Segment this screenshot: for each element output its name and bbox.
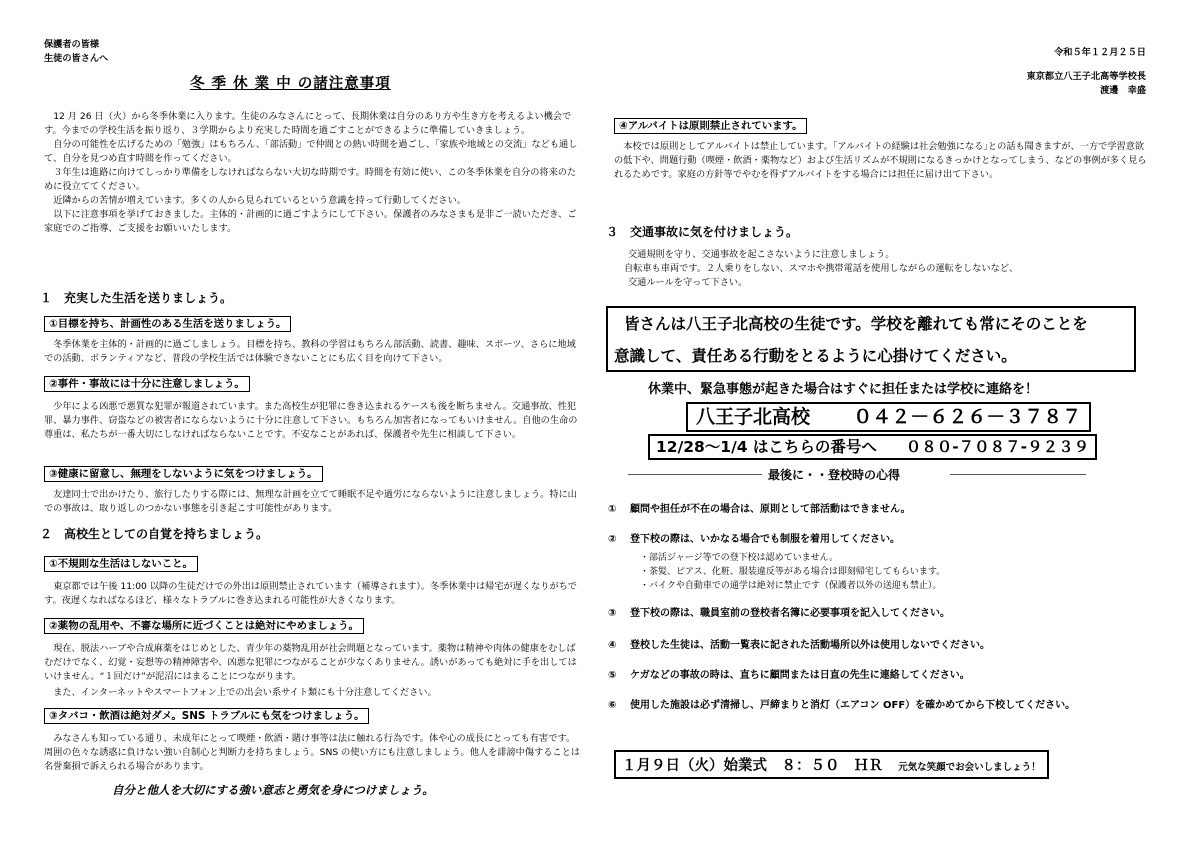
section1-item3-heading: ③健康に留意し、無理をしないように気をつけましょう。 bbox=[44, 466, 323, 482]
school-phone-number: ０４２－６２６－３７８７ bbox=[853, 406, 1082, 428]
section1-item3-body: 友達同士で出かけたり、旅行したりする際には、無理な計画を立てて睡眠不足や過労にならないように注意しましょう。特に山での事故は、取り返しのつかない事態を引き起こす可能性があります。 bbox=[44, 489, 577, 514]
section3-line: 自転車も車両です。２人乗りをしない、スマホや携帯電話を使用しながらの運転をしないなど、 bbox=[624, 263, 1019, 274]
rule-item: ② 登下校の際は、いかなる場合でも制服を着用してください。 bbox=[608, 534, 900, 545]
alt-phone-period: 12/28～1/4 はこちらの番号へ bbox=[656, 438, 877, 456]
part-job-heading: ④アルバイトは原則禁止されています。 bbox=[614, 118, 807, 134]
school-name: 八王子北高校 bbox=[696, 406, 811, 428]
part-job-body: 本校では原則としてアルバイトは禁止しています。｢アルバイトの経験は社会勉強になる｣との話も聞きますが、一方で学習意欲の低下や、問題行動（喫煙・飲酒・薬物など）および生活リズムが不規則になるきっかけとなってしまう、などの事例が多く見られるためです。家庭の方針等でやむを得ずアルバイトをする場合には担任に届け出て下さい。 bbox=[614, 141, 1147, 180]
rule-subitem: ・部活ジャージ等での登下校は認めていません。 bbox=[640, 553, 839, 563]
intro-paragraph: 以下に注意事項を挙げておきました。主体的・計画的に過ごすようにして下さい。保護者のみなさまも是非ご一読いただき、ご家庭でのご指導、ご支援をお願いいたします。 bbox=[44, 209, 577, 234]
school-banner bbox=[606, 306, 1136, 372]
addressee-guardians: 保護者の皆様 bbox=[44, 39, 100, 50]
banner-line: 意識して、責任ある行動をとるように心掛けてください。 bbox=[614, 347, 1017, 365]
page-title: 冬 季 休 業 中 の諸注意事項 bbox=[190, 76, 391, 92]
emergency-notice: 休業中、緊急事態が起きた場合はすぐに担任または学校に連絡を！ bbox=[648, 382, 1039, 397]
alt-phone-number: ０８０-７０８７-９２３９ bbox=[905, 438, 1090, 456]
section1-item2-heading: ②事件・事故には十分に注意しましょう。 bbox=[44, 376, 250, 392]
intro-paragraph: 12 月 26 日（火）から冬季休業に入ります。生徒のみなさんにとって、長期休業は自分のあり方や生き方を考えるよい機会です。今までの学校生活を振り返り、３学期からより充実した時間を過ごすことができるように準備していきましょう。 bbox=[44, 111, 572, 136]
closing-slogan: 自分と他人を大切にする強い意志と勇気を身につけましょう。 bbox=[112, 783, 434, 797]
section2-item2-heading: ②薬物の乱用や、不審な場所に近づくことは絶対にやめましょう。 bbox=[44, 618, 364, 634]
section2-item1-body: 東京都では午後 11:00 以降の生徒だけでの外出は原則禁止されています（補導されます）。冬季休業中は帰宅が遅くなりがちです。夜遅くなればなるほど、様々なトラブルに巻き込まれる可能性が大きくなります。 bbox=[44, 581, 577, 606]
rule-item: ⑤ ケガなどの事故の時は、直ちに顧問または日直の先生に連絡してください。 bbox=[608, 670, 970, 681]
rule-item: ④ 登校した生徒は、活動一覧表に記された活動場所以外は使用しないでください。 bbox=[608, 640, 990, 651]
banner-line: 皆さんは八王子北高校の生徒です。学校を離れても常にそのことを bbox=[624, 315, 1088, 333]
section3-body bbox=[624, 248, 1148, 290]
divider-left bbox=[628, 474, 762, 475]
section3-line: 交通ルールを守って下さい。 bbox=[628, 277, 748, 288]
rule-item: ③ 登下校の際は、職員室前の登校者名簿に必要事項を記入してください。 bbox=[608, 608, 950, 619]
alt-phone-box bbox=[648, 434, 1097, 460]
section1-item2-body: 少年による凶悪で悪質な犯罪が報道されています。また高校生が犯罪に巻き込まれるケースも後を断ちません。交通事故、性犯罪、暴力事件、窃盗などの被害者にならないように十分に注意して下さい。もちろん加害者になってもいけません。自他の生命の尊重は、私たちが一番大切にしなければならないことです。不安なことがあれば、保護者や先生に相談して下さい。 bbox=[44, 401, 578, 440]
section2-item1-heading: ①不規則な生活はしないこと。 bbox=[44, 556, 198, 572]
section2-item2-note: また、インターネットやスマートフォン上での出会い系サイト類にも十分注意してください。 bbox=[53, 687, 437, 698]
section3-heading: ３ 交通事故に気を付けましょう。 bbox=[606, 225, 799, 239]
intro bbox=[44, 110, 584, 236]
ceremony-note: 元気な笑顔でお会いしましょう！ bbox=[898, 762, 1041, 773]
issuer-name: 渡邊 幸盛 bbox=[1100, 85, 1146, 96]
intro-paragraph: 自分の可能性を広げるための「勉強」はもちろん、「部活動」で仲間との熱い時間を過ごし、「家族や地域との交流」なども通して、自分を見つめ直す時間を作ってください。 bbox=[44, 139, 578, 164]
rule-item: ⑥ 使用した施設は必ず清掃し、戸締まりと消灯（エアコン OFF）を確かめてから下校してください。 bbox=[608, 700, 1076, 711]
ceremony-text: １月９日（火）始業式 ８：５０ ＨＲ bbox=[622, 758, 883, 774]
divider-right bbox=[950, 474, 1086, 475]
section2-item3-heading: ③タバコ・飲酒は絶対ダメ。SNS トラブルにも気をつけましょう。 bbox=[44, 708, 369, 724]
school-phone-box bbox=[686, 402, 1091, 432]
section1-item1-heading: ①目標を持ち、計画性のある生活を送りましょう。 bbox=[44, 316, 291, 332]
rule-item: ① 顧問や担任が不在の場合は、原則として部活動はできません。 bbox=[608, 504, 911, 515]
addressee-students: 生徒の皆さんへ bbox=[44, 53, 109, 64]
issue-date: 令和５年１２月２５日 bbox=[1054, 47, 1146, 58]
intro-paragraph: 近隣からの苦情が増えています。多くの人から見られているという意識を持って行動してください。 bbox=[53, 195, 466, 206]
section2-heading: ２ 高校生としての自覚を持ちましょう。 bbox=[40, 527, 269, 541]
section2-item2-body: 現在、脱法ハーブや合成麻薬をはじめとした、青少年の薬物乱用が社会問題となっています。薬物は精神や肉体の健康をむしばむだけでなく、幻覚・妄想等の精神障害や、凶悪な犯罪につながることが少なくありません。誘いがあっても絶対に手を出してはいけません。“１回だけ”が泥沼にはまることにつながります。 bbox=[44, 643, 577, 682]
rule-subitem: ・茶髪、ピアス、化粧、服装違反等がある場合は即刻帰宅してもらいます。 bbox=[640, 567, 946, 577]
intro-paragraph: ３年生は進路に向けてしっかり準備をしなければならない大切な時期です。時間を有効に使い、この冬季休業を自分の将来のために役立ててください。 bbox=[44, 167, 577, 192]
rules-title: 最後に・・登校時の心得 bbox=[768, 468, 901, 482]
section1-heading: １ 充実した生活を送りましょう。 bbox=[40, 291, 233, 305]
rule-subitem: ・バイクや自動車での通学は絶対に禁止です（保護者以外の送迎も禁止）。 bbox=[640, 581, 942, 591]
issuer-org: 東京都立八王子北高等学校長 bbox=[1026, 71, 1146, 82]
ceremony-box bbox=[614, 750, 1049, 779]
section3-line: 交通規則を守り、交通事故を起こさないように注意しましょう。 bbox=[628, 249, 895, 260]
section1-item1-body: 冬季休業を主体的・計画的に過ごしましょう。目標を持ち、教科の学習はもちろん部活動、読書、趣味、スポーツ、さらに地域での活動、ボランティアなど、普段の学校生活では体験できないことにも広く目を向けて下さい。 bbox=[44, 339, 576, 364]
section2-item3-body: みなさんも知っている通り、未成年にとって喫煙・飲酒・賭け事等は法に触れる行為です。体や心の成長にとっても有害です。周囲の色々な誘惑に負けない強い自制心と判断力を持ちましょう。SNS の使い方にも注意しましょう。他人を誹謗中傷することは名誉棄損で訴えられる場合があります。 bbox=[44, 733, 580, 772]
